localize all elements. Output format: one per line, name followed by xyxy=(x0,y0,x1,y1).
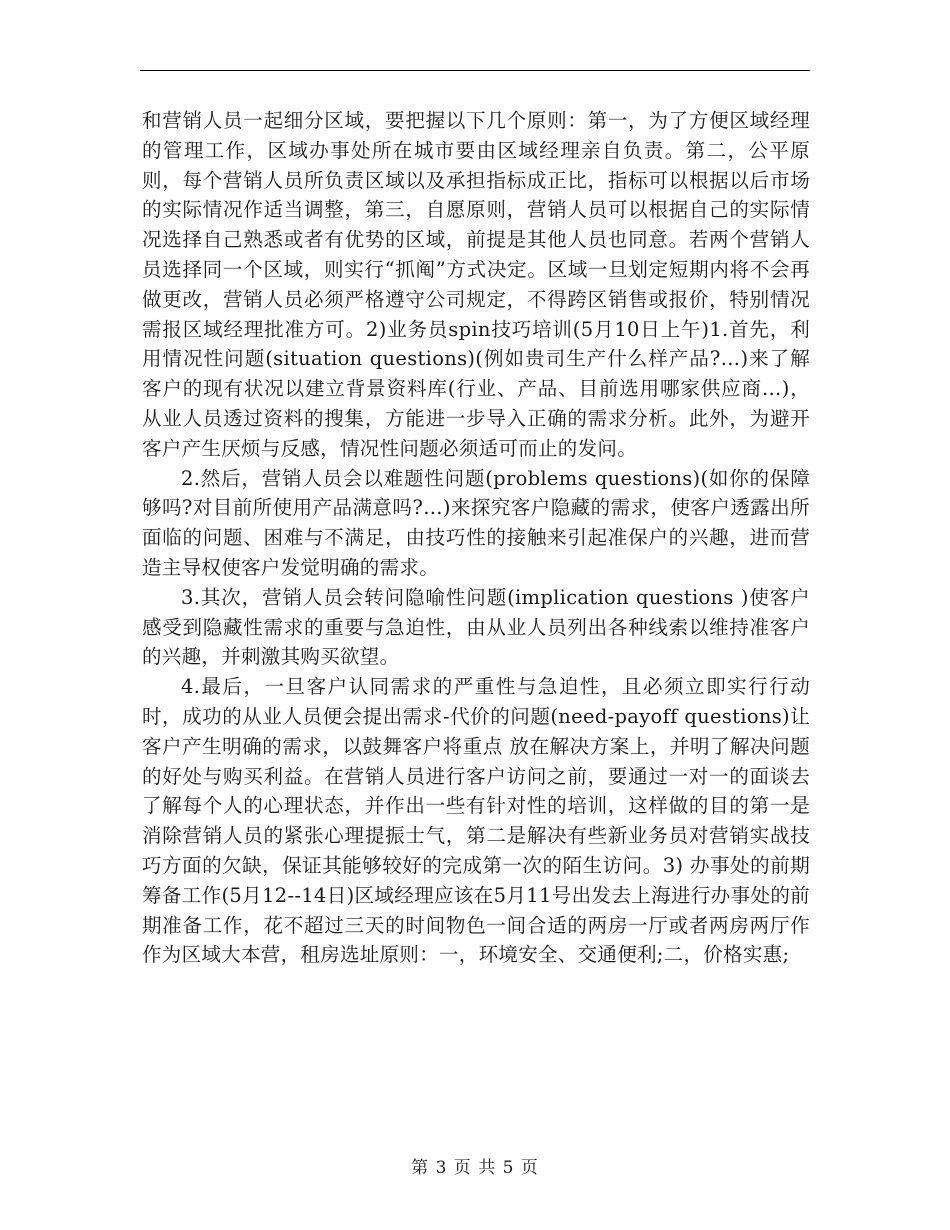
paragraph-1: 和营销人员一起细分区域，要把握以下几个原则：第一，为了方便区域经理的管理工作，区域办事处所在城市要由区域经理亲自负责。第二，公平原则，每个营销人员所负责区域以及承担指标成正比，指标可以根据以后市场的实际情况作适当调整，第三，自愿原则，营销人员可以根据自己的实际情况选择自己熟悉或者有优势的区域，前提是其他人员也同意。若两个营销人员选择同一个区域，则实行“抓阄”方式决定。区域一旦划定短期内将不会再做更改，营销人员必须严格遵守公司规定，不得跨区销售或报价，特别情况需报区域经理批准方可。2)业务员spin技巧培训(5月10日上午)1.首先，利用情况性问题(situation questions)(例如贵司生产什么样产品?…)来了解客户的现有状况以建立背景资料库(行业、产品、目前选用哪家供应商…)，从业人员透过资料的搜集，方能进一步导入正确的需求分析。此外，为避开客户产生厌烦与反感，情况性问题必须适可而止的发问。 xyxy=(142,109,810,460)
paragraph-2: 2.然后，营销人员会以难题性问题(problems questions)(如你的保障够吗?对目前所使用产品满意吗?…)来探究客户隐藏的需求，使客户透露出所面临的问题、困难与不满足，由技巧性的接触来引起准保户的兴趣，进而营造主导权使客户发觉明确的需求。 xyxy=(142,466,810,579)
page-number: 第 3 页 共 5 页 xyxy=(411,1158,539,1178)
document-body xyxy=(142,106,810,970)
paragraph-3: 3.其次，营销人员会转问隐喻性问题(implication questions )使客户感受到隐藏性需求的重要与急迫性，由从业人员列出各种线索以维持准客户的兴趣，并刺激其购买欲望。 xyxy=(142,585,810,669)
paragraph-4: 4.最后，一旦客户认同需求的严重性与急迫性，且必须立即实行行动时，成功的从业人员便会提出需求-代价的问题(need-payoff questions)让客户产生明确的需求，以鼓舞客户将重点 放在解决方案上，并明了解决问题的好处与购买利益。在营销人员进行客户访问之前，要通过一对一的面谈去了解每个人的心理状态，并作出一些有针对性的培训，这样做的目的第一是消除营销人员的紧张心理提振士气，第二是解决有些新业务员对营销实战技巧方面的欠缺，保证其能够较好的完成第一次的陌生访问。3) 办事处的前期筹备工作(5月12--14日)区域经理应该在5月11号出发去上海进行办事处的前期准备工作，花不超过三天的时间物色一间合适的两房一厅或者两房两厅作作为区域大本营，租房选址原则：一，环境安全、交通便利;二，价格实惠; xyxy=(142,675,810,967)
header-rule xyxy=(140,70,810,71)
